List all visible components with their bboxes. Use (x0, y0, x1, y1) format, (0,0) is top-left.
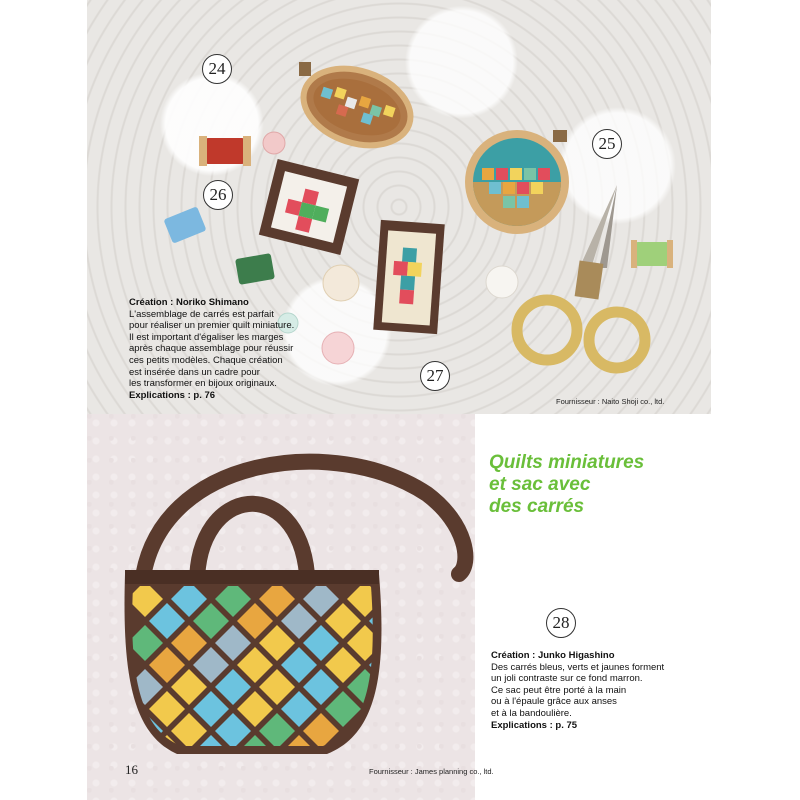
section-title (489, 452, 709, 518)
page-number: 16 (125, 762, 138, 777)
title-line: Quilts miniatures (489, 452, 645, 473)
patch-square (391, 669, 427, 705)
patch-square (369, 735, 405, 771)
patch-square (171, 757, 207, 793)
caption-explications: Explications : p. 75 (491, 719, 578, 731)
caption-line: ces petits modèles. Chaque création (129, 354, 283, 366)
supplier-credit-bottom: Fournisseur : James planning co., ltd. (369, 767, 494, 776)
patch-square (435, 581, 471, 617)
patch-square (457, 647, 475, 683)
patch-square (413, 691, 449, 727)
patch-square (369, 691, 405, 727)
bag-illustration (87, 414, 475, 800)
patch-square (435, 669, 471, 705)
caption-line: et à la bandoulière. (491, 707, 572, 719)
patch-square (413, 603, 449, 639)
caption-line: ou à l'épaule grâce aux anses (491, 696, 617, 708)
caption-creator: Création : Junko Higashino (491, 650, 615, 661)
title-line: et sac avec (489, 474, 591, 495)
item-number-28: 28 (546, 608, 576, 638)
patch-square (457, 735, 475, 771)
caption-bag (491, 650, 691, 731)
patch-square (435, 713, 471, 749)
title-line: des carrés (489, 496, 585, 517)
patch-square (457, 603, 475, 639)
caption-line: est insérée dans un cadre pour (129, 366, 260, 378)
caption-line: L'assemblage de carrés est parfait (129, 308, 274, 320)
oval-hoop-pendant (294, 56, 421, 158)
bag-photo (87, 414, 475, 800)
patch-square (435, 625, 471, 661)
caption-explications: Explications : p. 76 (129, 389, 216, 401)
item-number-24: 24 (202, 54, 232, 84)
patch-square (259, 757, 295, 793)
caption-line: Des carrés bleus, verts et jaunes forment (491, 661, 665, 673)
item-number-27: 27 (420, 361, 450, 391)
rectangle-frame-pendant (373, 220, 445, 334)
round-hoop-pendant (465, 130, 569, 234)
caption-creator: Création : Noriko Shimano (129, 297, 249, 308)
patch-square (413, 735, 449, 771)
item-number-26: 26 (203, 180, 233, 210)
supplier-credit-top: Fournisseur : Naito Shoji co., ltd. (556, 397, 665, 406)
patch-square (391, 581, 427, 617)
patch-square (215, 757, 251, 793)
caption-line: Il est important d'égaliser les marges (129, 331, 284, 343)
caption-line: pour réaliser un premier quilt miniature. (129, 320, 295, 332)
patch-square (391, 625, 427, 661)
caption-miniatures (129, 297, 309, 401)
patch-square (303, 757, 339, 793)
caption-line: après chaque assemblage pour réussir (129, 343, 294, 355)
caption-line: Ce sac peut être porté à la main (491, 684, 627, 696)
patch-square (413, 647, 449, 683)
patch-square (391, 713, 427, 749)
patch-square (457, 691, 475, 727)
square-frame-pendant (259, 159, 359, 255)
item-number-25: 25 (592, 129, 622, 159)
caption-line: un joli contraste sur ce fond marron. (491, 673, 643, 685)
caption-line: les transformer en bijoux originaux. (129, 378, 277, 390)
